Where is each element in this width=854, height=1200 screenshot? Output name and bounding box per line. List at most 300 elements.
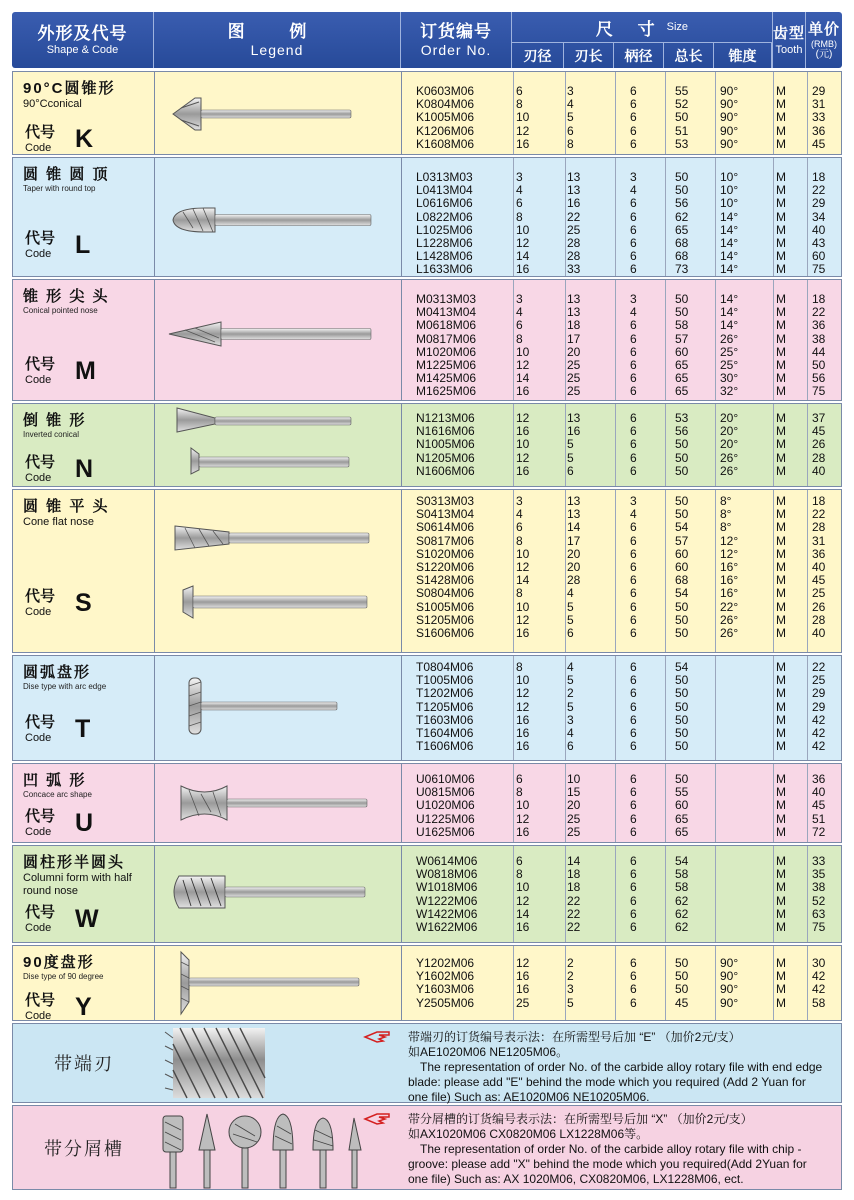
data-cell	[402, 72, 843, 154]
shape-name-zh: 锥 形 尖 头	[23, 288, 110, 305]
price: 22	[812, 660, 826, 674]
total-length: 51	[675, 123, 689, 138]
code-label-en: Code	[25, 826, 52, 838]
group-row-n	[12, 403, 842, 487]
header-dia: 刃径	[512, 42, 564, 68]
cut-length: 25	[567, 824, 581, 839]
shank-dia: 6	[630, 318, 637, 333]
table-row	[402, 222, 843, 237]
price: 28	[812, 450, 826, 465]
price: 29	[812, 686, 826, 701]
header-len: 刃长	[564, 42, 614, 68]
total-length: 68	[675, 249, 689, 264]
taper-angle: 90°	[720, 136, 739, 151]
shank-dia: 6	[630, 772, 637, 786]
tooth-type: M	[776, 236, 786, 250]
shank-dia: 6	[630, 450, 637, 465]
price: 36	[812, 546, 826, 561]
total-length: 50	[675, 626, 689, 640]
table-row	[402, 811, 843, 826]
header-order-zh: 订货编号	[420, 21, 492, 41]
shank-dia: 6	[630, 660, 637, 674]
price: 18	[812, 292, 826, 306]
cut-length: 28	[567, 573, 581, 588]
price: 51	[812, 811, 826, 826]
legend-cell	[155, 72, 402, 154]
shank-dia: 6	[630, 520, 637, 535]
taper-angle: 8°	[720, 494, 732, 508]
total-length: 50	[675, 183, 689, 198]
price: 42	[812, 712, 826, 727]
tooth-type: M	[776, 463, 786, 478]
total-length: 58	[675, 880, 689, 895]
shank-dia: 6	[630, 880, 637, 895]
note-text	[408, 1030, 828, 1105]
price: 52	[812, 893, 826, 908]
code-label-en: Code	[25, 922, 52, 934]
shank-dia: 6	[630, 920, 637, 934]
tooth-type: M	[776, 520, 786, 535]
cut-length: 33	[567, 262, 581, 277]
price: 25	[812, 673, 826, 688]
shank-dia: 6	[630, 384, 637, 399]
end-edge-burr-image	[155, 1024, 355, 1102]
order-no: T1606M06	[416, 739, 474, 754]
shape-name-zh: 倒 锥 形	[23, 412, 87, 429]
price: 36	[812, 318, 826, 333]
table-row	[402, 426, 843, 437]
diameter: 3	[516, 170, 523, 184]
tooth-type: M	[776, 798, 786, 813]
price: 29	[812, 196, 826, 211]
group-row-m	[12, 279, 842, 401]
order-no: L1428M06	[416, 249, 473, 264]
shank-dia: 6	[630, 546, 637, 561]
diameter: 6	[516, 318, 523, 333]
price: 58	[812, 995, 826, 1010]
shape-cell	[13, 946, 155, 1020]
table-row	[402, 906, 843, 921]
table-row	[402, 509, 843, 520]
total-length: 50	[675, 305, 689, 320]
taper-angle: 14°	[720, 292, 739, 306]
cut-length: 16	[567, 196, 581, 211]
taper-angle: 32°	[720, 384, 739, 399]
order-no: S0804M06	[416, 586, 475, 601]
header-order-en: Order No.	[420, 41, 492, 58]
price: 26	[812, 437, 826, 452]
price: 42	[812, 726, 826, 740]
taper-angle: 90°	[720, 84, 739, 98]
cut-length: 3	[567, 982, 574, 997]
price: 22	[812, 507, 826, 522]
header-tooth-zh: 齿型	[773, 24, 806, 42]
burr-y-image	[155, 946, 402, 1020]
order-no: Y2505M06	[416, 995, 475, 1010]
order-no: S0313M03	[416, 494, 475, 508]
price: 30	[812, 956, 826, 970]
diameter: 12	[516, 956, 530, 970]
table-row	[402, 662, 843, 673]
table-row	[402, 294, 843, 305]
shank-dia: 6	[630, 586, 637, 601]
shank-dia: 6	[630, 560, 637, 574]
diameter: 16	[516, 739, 530, 754]
order-no: L0822M06	[416, 209, 473, 224]
total-length: 62	[675, 209, 689, 224]
price: 31	[812, 533, 826, 548]
cut-length: 28	[567, 236, 581, 250]
diameter: 4	[516, 305, 523, 320]
order-no: M0618M06	[416, 318, 477, 333]
price: 26	[812, 599, 826, 614]
diameter: 6	[516, 772, 523, 786]
shank-dia: 6	[630, 533, 637, 548]
tooth-type: M	[776, 854, 786, 868]
diameter: 6	[516, 854, 523, 868]
shank-dia: 6	[630, 110, 637, 125]
total-length: 50	[675, 726, 689, 740]
tooth-type: M	[776, 533, 786, 548]
price: 42	[812, 982, 826, 997]
burr-w-image	[155, 846, 402, 942]
shank-dia: 6	[630, 785, 637, 800]
cut-length: 18	[567, 880, 581, 895]
taper-angle: 90°	[720, 982, 739, 997]
total-length: 45	[675, 995, 689, 1010]
group-row-w	[12, 845, 842, 943]
diameter: 4	[516, 507, 523, 522]
shank-dia: 6	[630, 209, 637, 224]
code-label-zh: 代号	[25, 992, 56, 1009]
diameter: 14	[516, 249, 530, 264]
header-total: 总长	[664, 42, 714, 68]
cut-length: 25	[567, 222, 581, 237]
shape-cell	[13, 404, 155, 486]
table-row	[402, 893, 843, 908]
shank-dia: 6	[630, 867, 637, 882]
price: 40	[812, 222, 826, 237]
price: 50	[812, 358, 826, 372]
group-row-l	[12, 157, 842, 277]
group-row-s	[12, 489, 842, 653]
taper-angle: 16°	[720, 560, 739, 574]
total-length: 50	[675, 292, 689, 306]
code-label-zh: 代号	[25, 588, 56, 605]
tooth-type: M	[776, 292, 786, 306]
tooth-type: M	[776, 97, 786, 112]
taper-angle: 10°	[720, 183, 739, 198]
diameter: 12	[516, 893, 530, 908]
tooth-type: M	[776, 612, 786, 627]
tooth-type: M	[776, 136, 786, 151]
note-line-zh: 带分屑槽的订货编号表示法：在所需型号后加 “X” （加价2元/支）	[408, 1112, 753, 1126]
cut-length: 5	[567, 673, 574, 688]
price: 63	[812, 906, 826, 921]
cut-length: 25	[567, 384, 581, 399]
burr-s-image	[155, 490, 402, 652]
shank-dia: 3	[630, 170, 637, 184]
order-no: Y1603M06	[416, 982, 475, 997]
diameter: 6	[516, 196, 523, 211]
diameter: 8	[516, 785, 523, 800]
tooth-type: M	[776, 969, 786, 984]
shank-dia: 6	[630, 136, 637, 151]
burr-l-image	[155, 158, 402, 276]
tooth-type: M	[776, 209, 786, 224]
taper-angle: 8°	[720, 520, 732, 535]
table-row	[402, 800, 843, 811]
taper-angle: 10°	[720, 170, 739, 184]
cut-length: 5	[567, 699, 574, 714]
tooth-type: M	[776, 384, 786, 399]
data-cell	[402, 656, 843, 760]
cut-length: 13	[567, 170, 581, 184]
order-no: T1005M06	[416, 673, 474, 688]
price: 75	[812, 920, 826, 934]
tooth-type: M	[776, 772, 786, 786]
cut-length: 14	[567, 854, 581, 868]
group-row-u	[12, 763, 842, 843]
taper-angle: 90°	[720, 995, 739, 1010]
shank-dia: 6	[630, 344, 637, 359]
table-row	[402, 238, 843, 249]
table-row	[402, 522, 843, 533]
shape-name-en: Inverted conical	[23, 430, 80, 439]
legend-cell	[155, 946, 402, 1020]
table-row	[402, 869, 843, 880]
diameter: 16	[516, 262, 530, 277]
shape-cell	[13, 72, 155, 154]
price: 29	[812, 699, 826, 714]
order-no: T1603M06	[416, 712, 474, 727]
price: 34	[812, 209, 826, 224]
header-dims-en: Size	[666, 21, 689, 33]
taper-angle: 14°	[720, 305, 739, 320]
total-length: 65	[675, 358, 689, 372]
order-no: Y1202M06	[416, 956, 475, 970]
price: 29	[812, 84, 826, 98]
total-length: 68	[675, 236, 689, 250]
shank-dia: 6	[630, 331, 637, 346]
total-length: 50	[675, 739, 689, 754]
table-row	[402, 360, 843, 371]
shank-dia: 6	[630, 811, 637, 826]
diameter: 16	[516, 982, 530, 997]
data-cell	[402, 280, 843, 400]
shank-dia: 6	[630, 824, 637, 839]
table-row	[402, 741, 843, 752]
order-no: K0603M06	[416, 84, 475, 98]
shank-dia: 6	[630, 463, 637, 478]
cut-length: 6	[567, 123, 574, 138]
diameter: 6	[516, 520, 523, 535]
table-row	[402, 496, 843, 507]
shank-dia: 6	[630, 726, 637, 740]
taper-angle: 22°	[720, 599, 739, 614]
shank-dia: 6	[630, 262, 637, 277]
shape-name-zh: 90度盘形	[23, 954, 95, 971]
taper-angle: 14°	[720, 249, 739, 264]
header-shape	[12, 12, 154, 68]
tooth-type: M	[776, 123, 786, 138]
total-length: 50	[675, 956, 689, 970]
price: 33	[812, 854, 826, 868]
shank-dia: 4	[630, 305, 637, 320]
shank-dia: 6	[630, 686, 637, 701]
diameter: 8	[516, 533, 523, 548]
taper-angle: 14°	[720, 236, 739, 250]
cut-length: 22	[567, 920, 581, 934]
order-no: W0614M06	[416, 854, 478, 868]
diameter: 10	[516, 344, 530, 359]
code-letter: K	[75, 125, 94, 153]
shape-cell	[13, 490, 155, 652]
shank-dia: 6	[630, 358, 637, 372]
price: 40	[812, 463, 826, 478]
cut-length: 25	[567, 811, 581, 826]
tooth-type: M	[776, 699, 786, 714]
taper-angle: 12°	[720, 546, 739, 561]
shape-name-en: 90°Cconical	[23, 98, 82, 110]
cut-length: 5	[567, 612, 574, 627]
table-row	[402, 984, 843, 995]
order-no: W1622M06	[416, 920, 478, 934]
header-price-en: (RMB)	[811, 39, 837, 49]
total-length: 62	[675, 893, 689, 908]
tooth-type: M	[776, 880, 786, 895]
diameter: 3	[516, 494, 523, 508]
order-no: N1213M06	[416, 411, 475, 425]
tooth-type: M	[776, 437, 786, 452]
price: 75	[812, 262, 826, 277]
table-row	[402, 264, 843, 275]
total-length: 50	[675, 507, 689, 522]
cut-length: 13	[567, 183, 581, 198]
tooth-type: M	[776, 371, 786, 386]
table-header	[12, 12, 842, 68]
table-row	[402, 344, 843, 359]
code-letter: U	[75, 809, 94, 837]
order-no: S0614M06	[416, 520, 475, 535]
taper-angle: 25°	[720, 344, 739, 359]
burr-m-image	[155, 280, 402, 400]
table-row	[402, 533, 843, 548]
diameter: 12	[516, 560, 530, 574]
price: 56	[812, 371, 826, 386]
shape-name-zh: 90°C圆锥形	[23, 80, 116, 97]
total-length: 56	[675, 424, 689, 439]
taper-angle: 90°	[720, 956, 739, 970]
table-row	[402, 787, 843, 798]
total-length: 50	[675, 712, 689, 727]
chip-groove-burrs-image	[155, 1106, 365, 1189]
cut-length: 20	[567, 798, 581, 813]
diameter: 12	[516, 811, 530, 826]
table-row	[402, 628, 843, 639]
order-no: N1606M06	[416, 463, 475, 478]
table-row	[402, 712, 843, 727]
table-row	[402, 136, 843, 151]
total-length: 50	[675, 612, 689, 627]
pointing-hand-icon	[363, 1028, 393, 1046]
shank-dia: 6	[630, 995, 637, 1010]
code-label-en: Code	[25, 606, 52, 618]
cut-length: 22	[567, 209, 581, 224]
shank-dia: 6	[630, 982, 637, 997]
cut-length: 20	[567, 344, 581, 359]
shank-dia: 4	[630, 507, 637, 522]
total-length: 58	[675, 318, 689, 333]
total-length: 73	[675, 262, 689, 277]
price: 42	[812, 739, 826, 754]
tooth-type: M	[776, 450, 786, 465]
note-label: 带分屑槽	[44, 1138, 124, 1160]
total-length: 53	[675, 136, 689, 151]
cut-length: 6	[567, 739, 574, 754]
shape-name-zh: 圆弧盘形	[23, 664, 92, 681]
code-letter: M	[75, 357, 96, 385]
diameter: 16	[516, 463, 530, 478]
cut-length: 2	[567, 969, 574, 984]
diameter: 8	[516, 586, 523, 601]
total-length: 54	[675, 660, 689, 674]
tooth-type: M	[776, 906, 786, 921]
order-no: K1206M06	[416, 123, 475, 138]
taper-angle: 14°	[720, 209, 739, 224]
order-no: T1202M06	[416, 686, 474, 701]
diameter: 8	[516, 209, 523, 224]
order-no: N1616M06	[416, 424, 475, 439]
header-legend-zh: 图 例	[227, 21, 327, 41]
code-letter: L	[75, 231, 91, 259]
order-no: M0313M03	[416, 292, 477, 306]
tooth-type: M	[776, 344, 786, 359]
table-row	[402, 463, 843, 478]
price: 33	[812, 110, 826, 125]
cut-length: 10	[567, 772, 581, 786]
order-no: U1020M06	[416, 798, 475, 813]
pointing-hand-icon	[363, 1110, 393, 1128]
tooth-type: M	[776, 867, 786, 882]
cut-length: 17	[567, 533, 581, 548]
code-label-en: Code	[25, 142, 52, 154]
table-row	[402, 971, 843, 982]
table-row	[402, 331, 843, 346]
cut-length: 3	[567, 84, 574, 98]
tooth-type: M	[776, 331, 786, 346]
total-length: 53	[675, 411, 689, 425]
shape-cell	[13, 280, 155, 400]
table-row	[402, 824, 843, 839]
diameter: 12	[516, 612, 530, 627]
shank-dia: 6	[630, 573, 637, 588]
diameter: 8	[516, 867, 523, 882]
diameter: 14	[516, 906, 530, 921]
taper-angle: 90°	[720, 969, 739, 984]
tooth-type: M	[776, 893, 786, 908]
shape-name-en: Cone flat nose	[23, 516, 94, 528]
total-length: 62	[675, 906, 689, 921]
total-length: 57	[675, 533, 689, 548]
diameter: 16	[516, 384, 530, 399]
header-legend	[154, 12, 401, 68]
order-no: M1225M06	[416, 358, 477, 372]
cut-length: 13	[567, 305, 581, 320]
shank-dia: 6	[630, 371, 637, 386]
tooth-type: M	[776, 982, 786, 997]
cut-length: 6	[567, 463, 574, 478]
